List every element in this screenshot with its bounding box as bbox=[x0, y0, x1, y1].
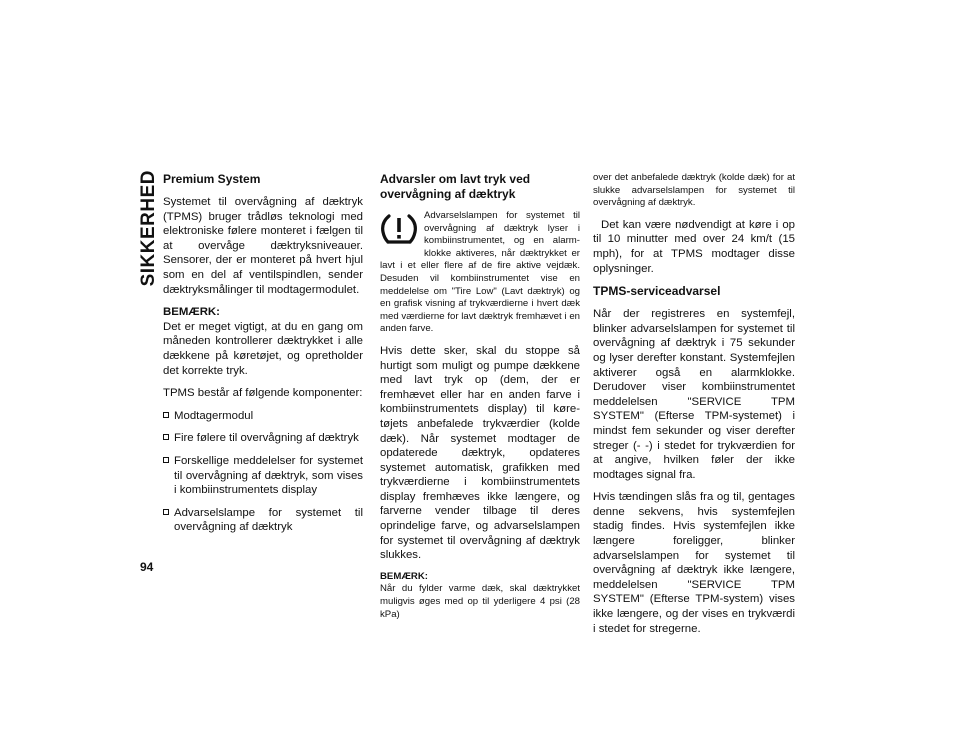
tire-pressure-warning-icon bbox=[380, 212, 418, 246]
section-heading-premium-system: Premium System bbox=[163, 172, 261, 186]
page-number: 94 bbox=[140, 560, 154, 574]
drive-paragraph: Det kan være nødvendigt at køre i op til 10 minutter med over 24 km/t (15 mph), for at TPMS modtager disse oplysninger. bbox=[593, 218, 795, 275]
note-label: BEMÆRK: bbox=[163, 306, 220, 319]
note-label: BEMÆRK: bbox=[380, 570, 428, 582]
list-item: Fire følere til overvågning af dæktryk bbox=[163, 431, 363, 446]
body-paragraph: Hvis dette sker, skal du stoppe så hurtigt som muligt og pumpe dækkene med lavt tryk op (dem, der er fremhævet eller har en anden farve i kombiinstrumentets display) til køretøjets anbefalede trykværdier (kolde dæk). Når systemet modtager de opdaterede dæktryk, opdateres systemet automatisk, grafikken med trykværdierne i kombiinstrumentets display fremhæves ikke længere, og farverne vender tilbage til deres oprindelige farve, og advarselslampen for systemet til overvågning af dæktryk slukkes. bbox=[380, 344, 580, 562]
note-text: Det er meget vigtigt, at du en gang om måneden kontrollerer dæktrykket i alle dækkene på køretøjet, og opretholder det korrekte tryk. bbox=[163, 320, 363, 377]
note-block bbox=[380, 571, 580, 621]
note-continuation: over det anbefalede dæktryk (kolde dæk) for at slukke advarselslampen for systemet til overvågning af dæktryk. bbox=[593, 172, 795, 209]
column-left bbox=[163, 172, 363, 543]
column-right bbox=[593, 172, 795, 644]
note-text: Når du fylder varme dæk, skal dæktrykket muligvis øges med op til yderligere 4 psi (28 kPa) bbox=[380, 583, 580, 620]
section-heading-service-warning: TPMS-serviceadvarsel bbox=[593, 284, 721, 299]
icon-paragraph bbox=[380, 210, 580, 336]
intro-paragraph: Systemet til overvågning af dæktryk (TPMS) bruger trådløs teknologi med elektroniske følere monteret i fælgen til at overvåge dæktryksniveauer. Sensorer, der er monteret på hvert hjul som en del af ventilspindlen, sender dæktryksmålinger til modtagermodulet. bbox=[163, 196, 363, 296]
service-paragraph-2: Hvis tændingen slås fra og til, gentages denne sekvens, hvis systemfejlen stadig findes. Hvis systemfejlen ikke længere foreligger, blinker advarselslampen for systemet til overvågning af dæktryk ikke længere, meddelelsen "SERVICE TPM SYSTEM" (Efterse TPM-system) vises ikke længere, og der vises en trykværdi i stedet for stregerne. bbox=[593, 491, 795, 635]
list-item: Advarselslampe for systemet til overvågning af dæktryk bbox=[163, 506, 363, 535]
service-paragraph-1: Når der registreres en systemfejl, blinker advarselslampen for systemet til overvågning af dæktryk i 75 sekunder og lyser derefter konstant. Systemfejlen aktiverer også en alarmklokke. Derudover viser kombiinstrumentet meddelelsen "SERVICE TPM SYSTEM" (Efterse TPM-systemet) i mindst fem sekunder og viser derefter streger (- -) i stedet for trykværdien for at angive, hvilken føler der ikke modtages signal fra. bbox=[593, 308, 795, 481]
section-heading-low-pressure: Advarsler om lavt tryk ved overvågning af dæktryk bbox=[380, 172, 531, 201]
icon-paragraph-text: Advarselslampen for systemet til overvågning af dæktryk lyser i kombiinstrumentet, og en alarmklokke aktiveres, når dæktrykket er lavt i et eller flere af de fire aktive vejdæk. Desuden vil kombiinstrumentet vise en meddelelse om "Tire Low" (Lavt dæktryk) og en grafisk visning af trykværdierne i hvert dæk med værdierne for lavt dæktryk fremhævet i en anden farve. bbox=[380, 210, 580, 335]
list-item: Forskellige meddelelser for systemet til overvågning af dæktryk, som vises i kombiinstrumentets display bbox=[163, 454, 363, 498]
components-intro: TPMS består af følgende komponenter: bbox=[163, 387, 363, 400]
components-list bbox=[163, 409, 363, 535]
list-item: Modtagermodul bbox=[163, 409, 363, 424]
note-block bbox=[163, 305, 363, 378]
section-tab: SIKKERHED bbox=[138, 170, 159, 287]
column-middle bbox=[380, 172, 580, 629]
